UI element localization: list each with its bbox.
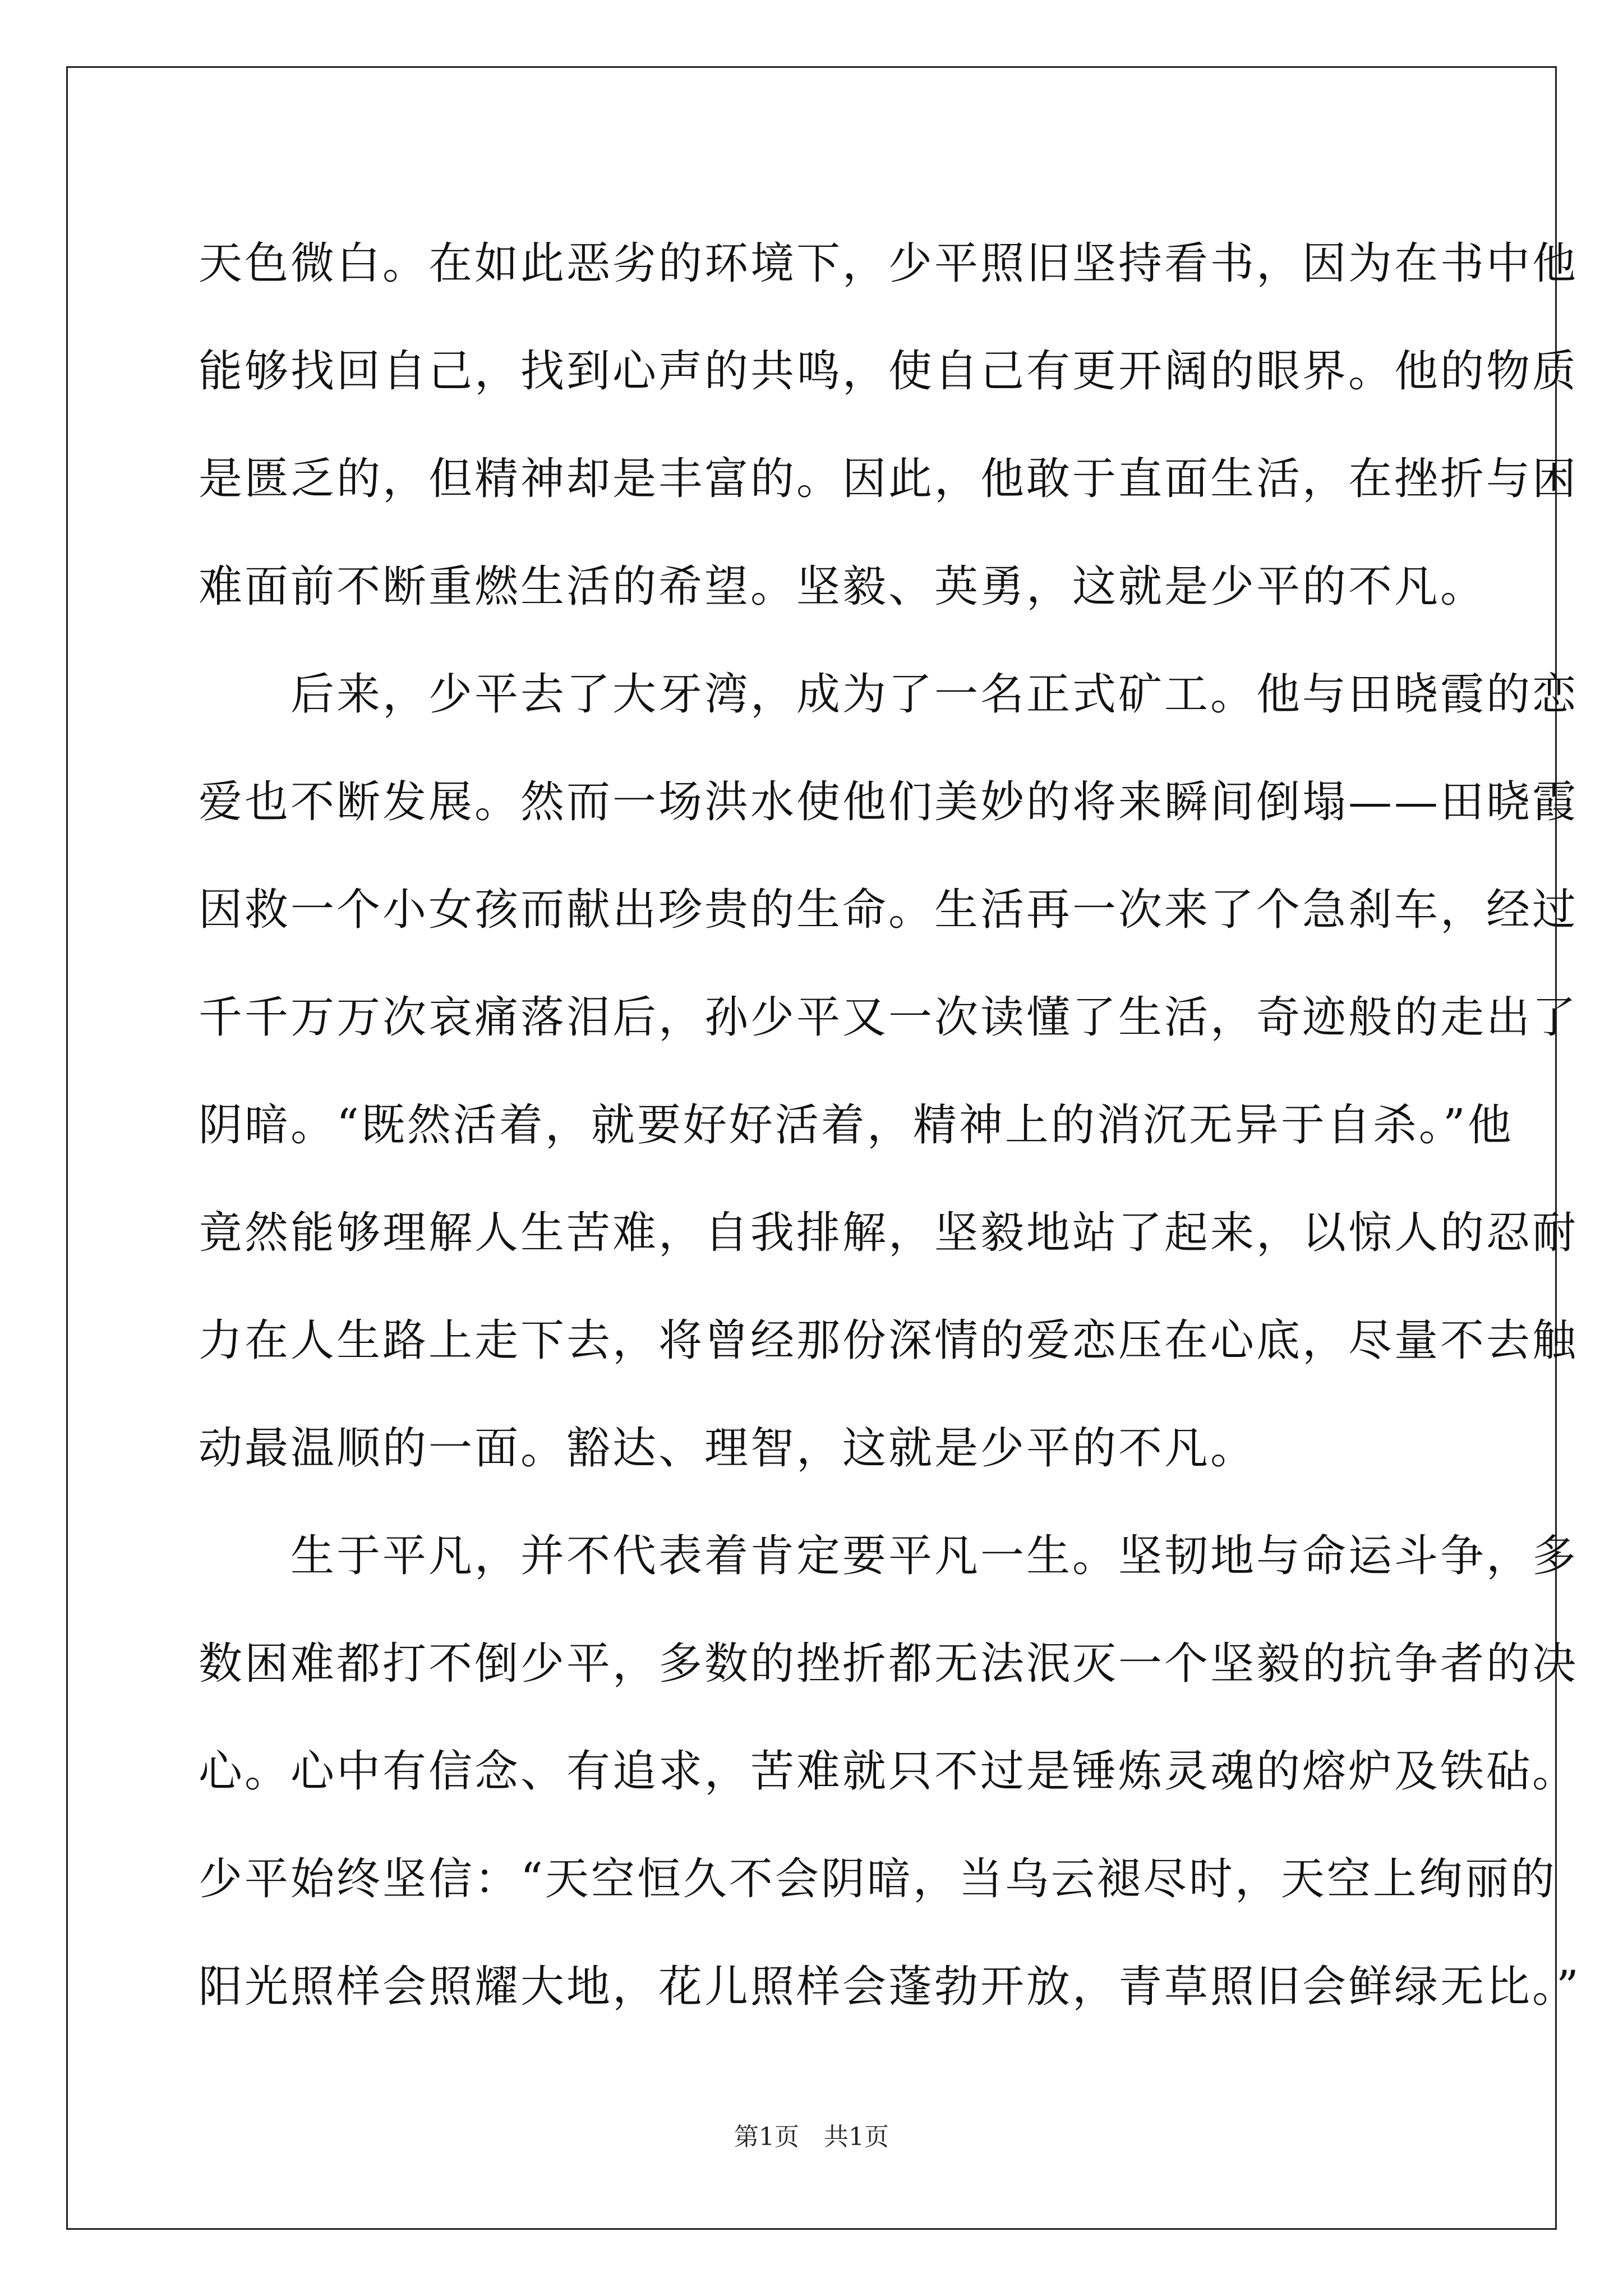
text-line: 后来，少平去了大牙湾，成为了一名正式矿工。他与田晓霞的恋 — [199, 669, 1579, 720]
text-line: 生于平凡，并不代表着肯定要平凡一生。坚韧地与命运斗争，多 — [199, 1531, 1579, 1581]
text-line: 动最温顺的一面。豁达、理智，这就是少平的不凡。 — [199, 1423, 1257, 1474]
text-line: 少平始终坚信：“天空恒久不会阴暗，当乌云褪尽时，天空上绚丽的 — [199, 1854, 1557, 1904]
text-line: 是匮乏的，但精神却是丰富的。因此，他敢于直面生活，在挫折与困 — [199, 454, 1579, 504]
text-line: 千千万万次哀痛落泪后，孙少平又一次读懂了生活，奇迹般的走出了 — [199, 992, 1579, 1043]
text-line: 心。心中有信念、有追求，苦难就只不过是锤炼灵魂的熔炉及铁砧。 — [199, 1746, 1579, 1797]
text-line: 竟然能够理解人生苦难，自我排解，坚毅地站了起来，以惊人的忍耐 — [199, 1208, 1579, 1258]
text-line: 阳光照样会照耀大地，花儿照样会蓬勃开放，青草照旧会鲜绿无比。” — [199, 1962, 1581, 2012]
text-line: 能够找回自己，找到心声的共鸣，使自己有更开阔的眼界。他的物质 — [199, 346, 1579, 397]
text-line: 爱也不断发展。然而一场洪水使他们美妙的将来瞬间倒塌——田晓霞 — [199, 777, 1579, 827]
page-footer: 第1页 共1页 — [734, 2123, 889, 2151]
text-line: 因救一个小女孩而献出珍贵的生命。生活再一次来了个急刹车，经过 — [199, 885, 1579, 935]
body-text — [199, 210, 1581, 2041]
text-line: 阴暗。“既然活着，就要好好活着，精神上的消沉无异于自杀。”他 — [199, 1100, 1514, 1151]
text-line: 难面前不断重燃生活的希望。坚毅、英勇，这就是少平的不凡。 — [199, 562, 1487, 612]
text-line: 力在人生路上走下去，将曾经那份深情的爱恋压在心底，尽量不去触 — [199, 1315, 1579, 1366]
text-line: 数困难都打不倒少平，多数的挫折都无法泯灭一个坚毅的抗争者的决 — [199, 1639, 1579, 1689]
text-line: 天色微白。在如此恶劣的环境下，少平照旧坚持看书，因为在书中他 — [199, 238, 1579, 289]
